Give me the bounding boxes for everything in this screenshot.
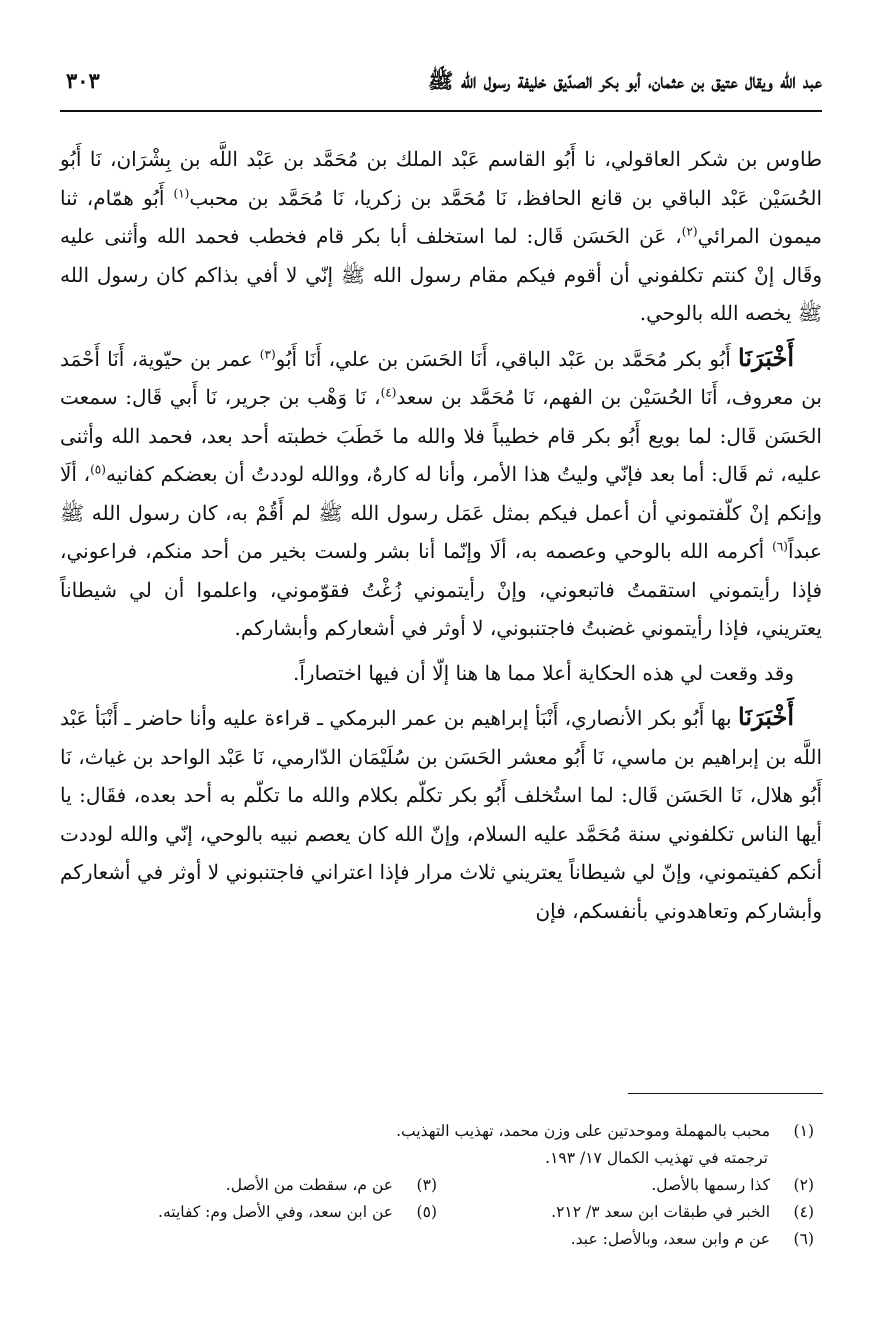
footnote-text: كذا رسمها بالأصل. (651, 1176, 770, 1194)
text-run: وقد وقعت لي هذه الحكاية أعلا مما ها هنا إلّا أن فيها اختصاراً. (293, 660, 794, 685)
paragraph-1 (60, 140, 822, 333)
footnote-text: عن ابن سعد، وفي الأصل وم: كفايته. (158, 1203, 393, 1221)
text-run: أَبُو بكر مُحَمَّد بن عَبْد الباقي، أَنَا الحَسَن بن علي، أَنَا أَبُو (275, 346, 739, 371)
text-run: ، عَن الحَسَن قَال: لما استخلف أبا بكر قام فخطب فحمد الله وأثنى عليه وقَال إنْ كنتم تكلفوني أن أقوم فيكم مقام رسول الله ﷺ إنّي لا أفي بذاكم كان رسول الله ﷺ يخصه الله بالوحي. (60, 224, 822, 325)
footnotes (60, 1118, 814, 1253)
page-header (60, 62, 822, 112)
paragraph-3 (60, 654, 822, 693)
text-run: أكرمه الله بالوحي وعصمه به، ألَا وإنّما أنا بشر ولست بخير من أحد منكم، فراعوني، فإذا رأيتموني استقمتُ فاتبعوني، وإنْ رأيتموني زُغْتُ فقوّموني، واعلموا أن لي شيطاناً يعتريني، فإذا رأيتموني غضبتُ فاجتنبوني، لا أوثر في أشعاركم وأبشاركم. (60, 539, 823, 640)
footnote-1 (60, 1118, 814, 1145)
footnote-ref: (٥) (90, 462, 106, 477)
footnote-text: الخبر في طبقات ابن سعد ٣/ ٢١٢. (551, 1203, 770, 1221)
text-run: أَبُو همّام، ثنا ميمون المرائي (60, 185, 822, 248)
page-number: ٣٠٣ (66, 68, 100, 93)
footnote-ref: (١) (173, 185, 190, 200)
footnote-number: (١) (793, 1122, 814, 1140)
footnote-3 (60, 1172, 437, 1199)
lead-word: أَخْبَرَنَا (738, 702, 794, 731)
text-run: بها أَبُو بكر الأنصاري، أَنْبَأ إبراهيم بن عمر البرمكي ـ قراءة عليه وأنا حاضر ـ أَنْبَأ عَبْد اللَّه بن إبراهيم بن ماسي، نَا أَبُو معشر الحَسَن بن سُلَيْمَان الدّارمي، نَا عَبْد الواحد بن غياث، نَا أَبُو هلال، نَا الحَسَن قَال: لما استُخلف أَبُو بكر تكلّم بكلام والله ما تكلّم به أحد بعده، فقَال: يا أيها الناس تكلفوني سنة مُحَمَّد عليه السلام، وإنّ الله كان يعصم نبيه بالوحي، إنّي والله لوددت أنكم كفيتموني، وإنّ لي شيطاناً يعتريني ثلاث مرار فإذا اعتراني فاجتنبوني لا أوثر في أشعاركم وأبشاركم وتعاهدوني بأنفسكم، فإن (60, 706, 823, 923)
footnote-number: (٥) (416, 1203, 437, 1221)
footnote-ref: (٣) (259, 346, 276, 361)
text-run: عمر بن حيّوية، أَنَا أَحْمَد بن معروف، أَنَا الحُسَيْن بن الفهم، نَا مُحَمَّد بن سعد (60, 346, 822, 409)
lead-word: أَخْبَرَنَا (738, 342, 794, 372)
footnote-2 (437, 1172, 814, 1199)
footnote-text: عن م وابن سعد، وبالأصل: عبد. (570, 1230, 770, 1248)
footnote-number: (٦) (793, 1230, 814, 1248)
footnote-number: (٢) (793, 1176, 814, 1194)
main-text (60, 140, 822, 936)
footnote-number: (٤) (793, 1203, 814, 1221)
footnote-6 (60, 1226, 814, 1253)
footnote-divider (628, 1093, 823, 1094)
footnote-ref: (٦) (772, 539, 788, 554)
paragraph-2 (60, 339, 822, 648)
text-run: ، ألَا وإنكم إنْ كلّفتموني أن أعمل فيكم بمثل عَمَل رسول الله ﷺ لم أَقُمْ به، كان رسول الله ﷺ عبداً (60, 462, 822, 563)
text-run: ، نَا وَهْب بن جرير، نَا أَبي قَال: سمعت الحَسَن قَال: لما بويع أَبُو بكر قام خطيباً فلا والله ما خَطَبَ خطبته أحد بعد، فحمد الله وأثنى عليه، ثم قَال: أما بعد فإنّي وليتُ هذا الأمر، وأنا له كارهٌ، ووالله لوددتُ أن بعضكم كفانيه (60, 385, 823, 486)
footnote-1-continued: ترجمته في تهذيب الكمال ١٧/ ١٩٣. (545, 1149, 768, 1167)
text-run: طاوس بن شكر العاقولي، نا أَبُو القاسم عَبْد الملك بن مُحَمَّد بن عَبْد اللَّه بن بِشْرَان، نَا أَبُو الحُسَيْن عَبْد الباقي بن قانع الحافظ، نَا مُحَمَّد بن زكريا، نَا مُحَمَّد بن محبب (60, 147, 823, 210)
footnote-text: عن م، سقطت من الأصل. (225, 1176, 393, 1194)
footnote-row (60, 1172, 814, 1199)
footnote-row (60, 1199, 814, 1226)
footnote-ref: (٤) (380, 385, 397, 400)
footnote-text: محبب بالمهملة وموحدتين على وزن محمد، تهذيب التهذيب. (396, 1122, 770, 1140)
footnote-5 (60, 1199, 437, 1226)
footnote-4 (437, 1199, 814, 1226)
footnote-number: (٣) (416, 1176, 437, 1194)
footnote-ref: (٢) (681, 224, 698, 239)
running-head: عبد الله ويقال عتيق بن عثمان، أبو بكر الصدّيق خليفة رسول الله ﷺ (428, 68, 822, 93)
paragraph-4 (60, 698, 822, 930)
